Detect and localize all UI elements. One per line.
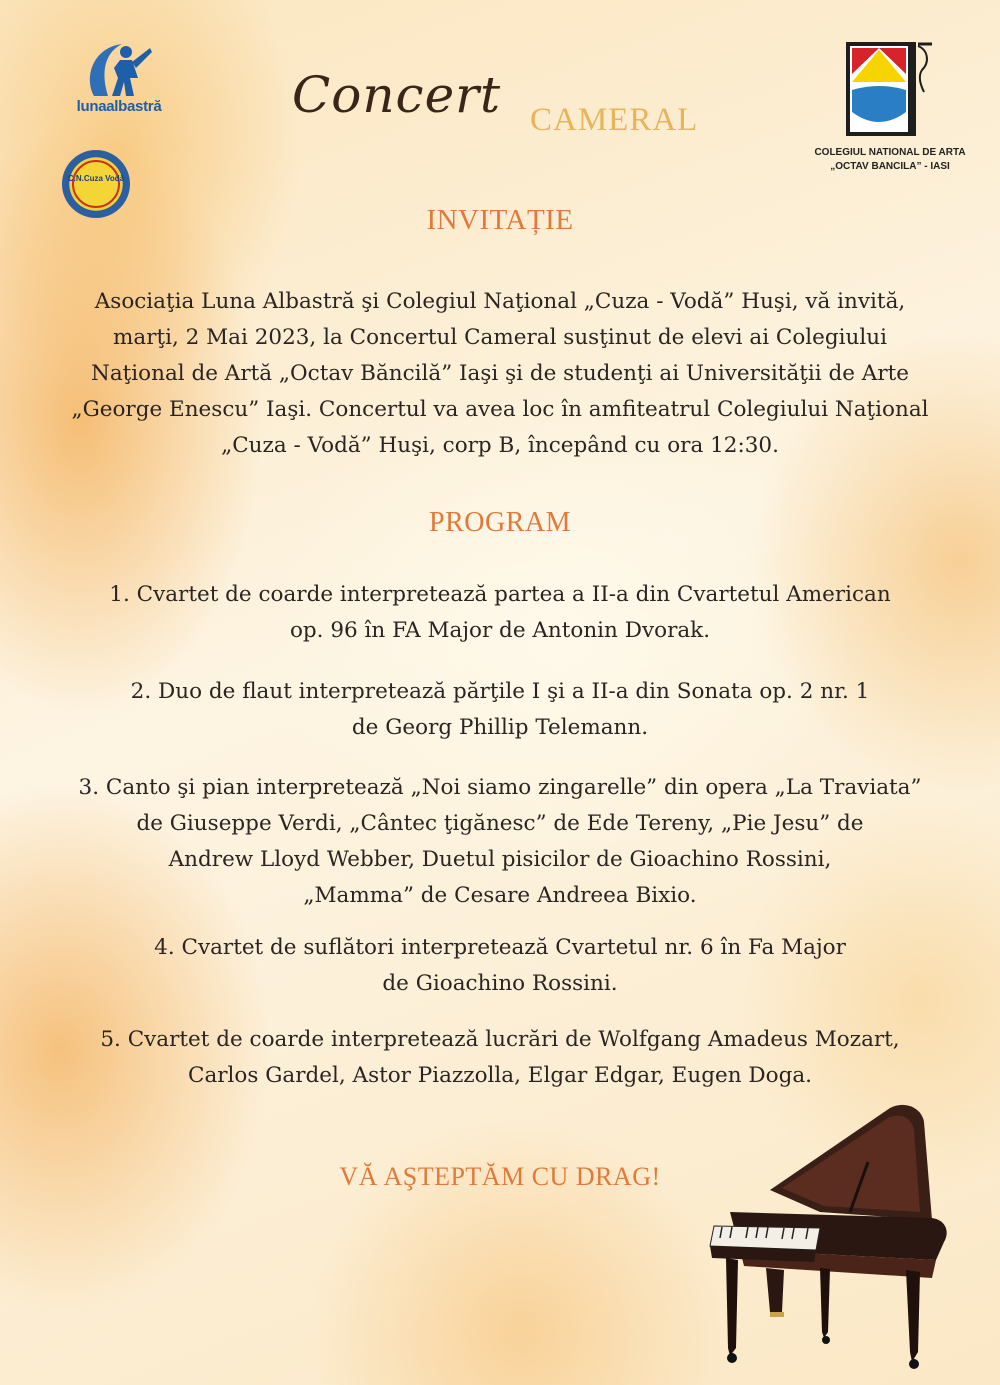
luna-albastra-logo: [64, 38, 174, 128]
program-item-line: de Giuseppe Verdi, „Cântec ţigănesc” de Ede Tereny, „Pie Jesu” de: [136, 811, 864, 836]
grand-piano-icon: [700, 1100, 960, 1380]
title-script: Concert: [292, 66, 502, 124]
program-item-line: de Georg Phillip Telemann.: [351, 715, 649, 740]
invitation-line: marţi, 2 Mai 2023, la Concertul Cameral susţinut de elevi ai Colegiului: [112, 325, 887, 350]
program-item-line: de Gioachino Rossini.: [382, 971, 618, 996]
program-item: [40, 930, 960, 1002]
invitation-line: Asociaţia Luna Albastră şi Colegiul Naţional „Cuza - Vodă” Huşi, vă invită,: [94, 289, 906, 314]
program-item-line: 2. Duo de flaut interpretează părţile I şi a II-a din Sonata op. 2 nr. 1: [130, 679, 870, 704]
program-item-line: „Mamma” de Cesare Andreea Bixio.: [303, 883, 697, 908]
program-item-line: op. 96 în FA Major de Antonin Dvorak.: [289, 618, 711, 643]
colegiul-arta-emblem-icon: [846, 40, 932, 138]
colegiul-arta-logo: [846, 40, 932, 138]
program-heading: PROGRAM: [429, 507, 571, 538]
grand-piano-illustration: [700, 1100, 960, 1380]
luna-albastra-figure-icon: [64, 38, 174, 100]
title-caps: CAMERAL: [530, 102, 699, 138]
program-item-line: 4. Cvartet de suflători interpretează Cvartetul nr. 6 în Fa Major: [154, 935, 846, 960]
luna-albastra-wordmark: lunaalbastră: [76, 98, 162, 115]
caption-line-1: COLEGIUL NATIONAL DE ARTA: [814, 147, 966, 158]
closing-message: VĂ AŞTEPTĂM CU DRAG!: [339, 1162, 661, 1191]
program-item-line: Andrew Lloyd Webber, Duetul pisicilor de Gioachino Rossini,: [168, 847, 832, 872]
invitation-line: „Cuza - Vodă” Huşi, corp B, începând cu ora 12:30.: [221, 433, 779, 458]
program-item-line: 3. Canto şi pian interpretează „Noi siamo zingarelle” din opera „La Traviata”: [78, 775, 922, 800]
program-item-line: Carlos Gardel, Astor Piazzolla, Elgar Edgar, Eugen Doga.: [188, 1063, 812, 1088]
cuza-voda-crest-text: C.N.Cuza Vodă: [67, 174, 125, 183]
invitation-heading: INVITAȚIE: [426, 204, 574, 236]
invitation-line: „George Enescu” Iaşi. Concertul va avea loc în amfiteatrul Colegiului Naţional: [71, 397, 929, 422]
caption-line-2: „OCTAV BANCILA” - IASI: [830, 161, 950, 172]
program-item: [40, 770, 960, 914]
program-item-line: 1. Cvartet de coarde interpretează partea a II-a din Cvartetul American: [109, 582, 891, 607]
program-item-line: 5. Cvartet de coarde interpretează lucrări de Wolfgang Amadeus Mozart,: [100, 1027, 900, 1052]
cuza-voda-crest-inner: [72, 160, 120, 208]
colegiul-arta-caption: [800, 146, 980, 174]
program-item: [40, 1022, 960, 1094]
invitation-line: Naţional de Artă „Octav Băncilă” Iaşi şi de studenţi ai Universităţii de Arte: [91, 361, 909, 386]
program-item: [40, 577, 960, 649]
program-item: [40, 674, 960, 746]
poster-title: [292, 66, 732, 146]
invitation-text: [40, 284, 960, 464]
